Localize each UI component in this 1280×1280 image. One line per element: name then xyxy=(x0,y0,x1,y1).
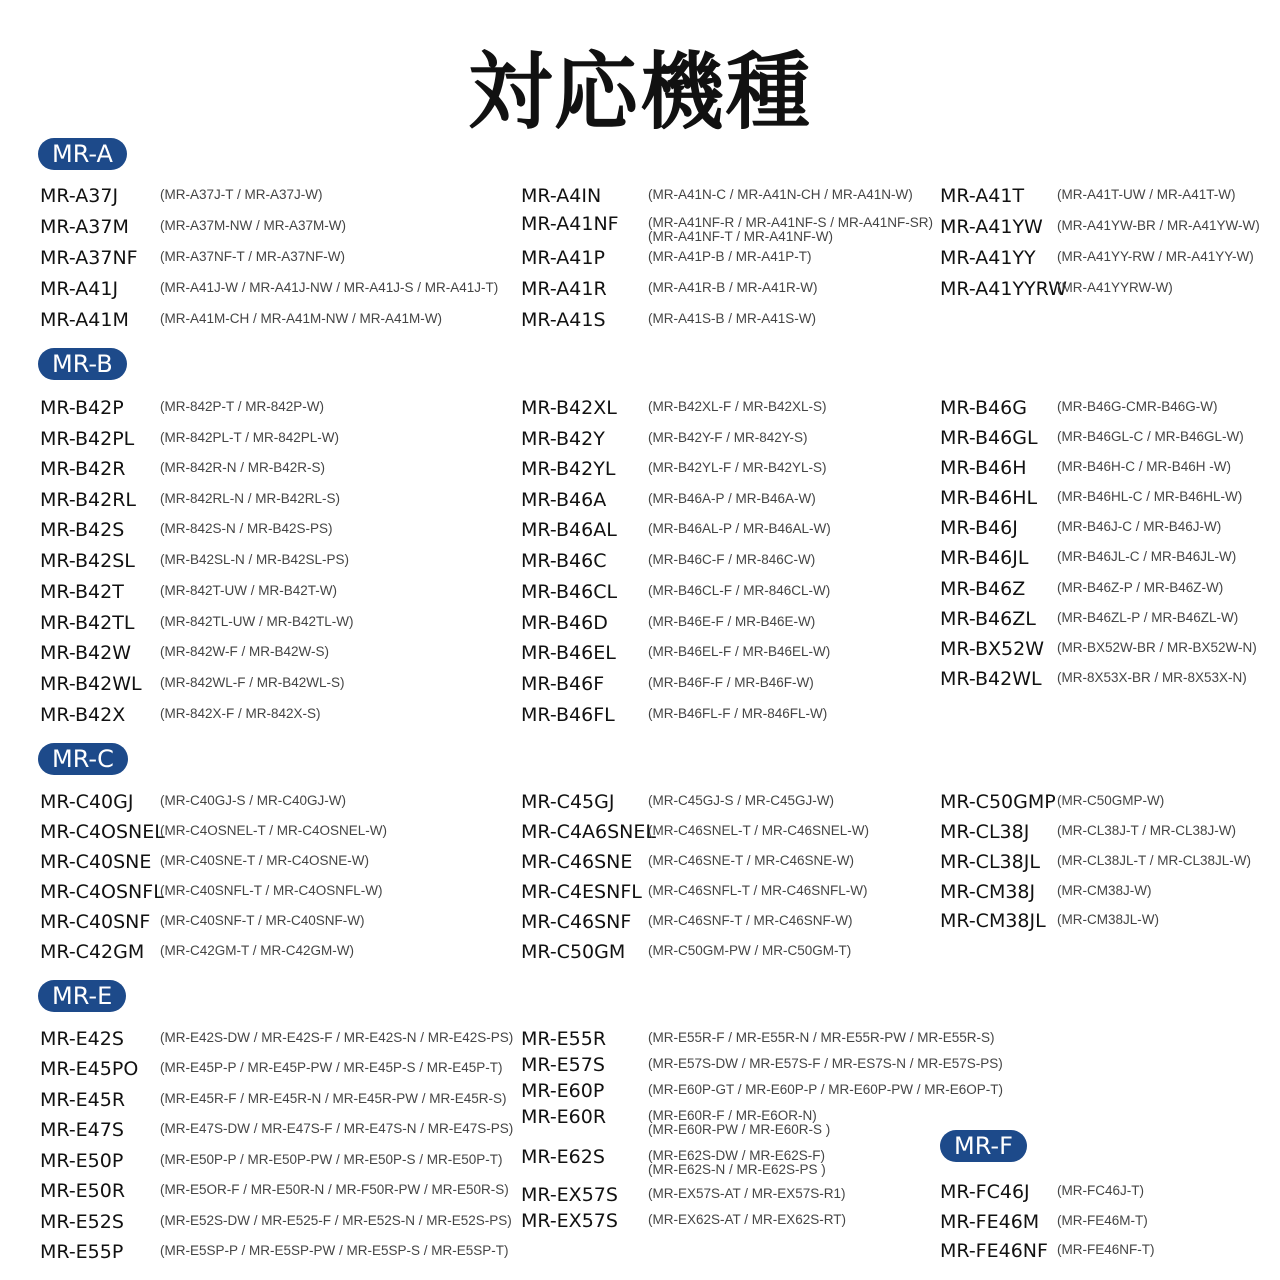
model-name: MR-A4IN xyxy=(521,185,602,207)
model-variants xyxy=(160,1031,513,1045)
variant-line: (MR-842P-T / MR-842P-W) xyxy=(160,399,325,414)
model-variants xyxy=(648,461,827,475)
variant-line: (MR-C42GM-T / MR-C42GM-W) xyxy=(160,943,354,958)
variant-line: (MR-B46Z-P / MR-B46Z-W) xyxy=(1057,580,1224,595)
model-variants xyxy=(648,250,812,264)
variant-line: (MR-CM38J-W) xyxy=(1057,883,1152,898)
model-variants xyxy=(648,281,818,295)
variant-line: (MR-A41R-B / MR-A41R-W) xyxy=(648,280,818,295)
model-name: MR-B42Y xyxy=(521,428,605,450)
model-name: MR-B46ZL xyxy=(940,608,1036,630)
model-name: MR-B42R xyxy=(40,458,126,480)
model-variants xyxy=(1057,854,1251,868)
variant-line: (MR-A37J-T / MR-A37J-W) xyxy=(160,187,323,202)
model-variants xyxy=(160,884,383,898)
model-variants xyxy=(648,1031,995,1045)
model-variants xyxy=(1057,550,1236,564)
model-variants xyxy=(1057,188,1236,202)
variant-line: (MR-E42S-DW / MR-E42S-F / MR-E42S-N / MR-E42S-PS) xyxy=(160,1030,514,1045)
variant-line: (MR-A41M-CH / MR-A41M-NW / MR-A41M-W) xyxy=(160,311,442,326)
variant-line: (MR-842T-UW / MR-B42T-W) xyxy=(160,583,337,598)
variant-line: (MR-B46C-F / MR-846C-W) xyxy=(648,552,816,567)
model-name: MR-B46HL xyxy=(940,487,1038,509)
variant-line: (MR-842WL-F / MR-B42WL-S) xyxy=(160,675,345,690)
model-name: MR-E52S xyxy=(40,1211,124,1233)
model-variants xyxy=(1057,913,1159,927)
model-name: MR-A41YY xyxy=(940,247,1036,269)
model-variants xyxy=(648,1057,1003,1071)
model-name: MR-B46Z xyxy=(940,578,1026,600)
variant-line: (MR-A41YYRW-W) xyxy=(1057,280,1173,295)
variant-line: (MR-C46SNE-T / MR-C46SNE-W) xyxy=(648,853,855,868)
model-variants xyxy=(160,522,333,536)
model-variants xyxy=(160,281,498,295)
variant-line: (MR-B42Y-F / MR-842Y-S) xyxy=(648,430,808,445)
model-variants xyxy=(1057,281,1173,295)
variant-line: (MR-E45R-F / MR-E45R-N / MR-E45R-PW / MR-E45R-S) xyxy=(160,1091,507,1106)
model-variants xyxy=(648,824,869,838)
variant-line: (MR-B42XL-F / MR-B42XL-S) xyxy=(648,399,827,414)
variant-line: (MR-B42SL-N / MR-B42SL-PS) xyxy=(160,552,350,567)
series-badge-mr-a: MR-A xyxy=(38,138,127,170)
series-badge-mr-f: MR-F xyxy=(940,1130,1027,1162)
variant-line: (MR-CL38JL-T / MR-CL38JL-W) xyxy=(1057,853,1252,868)
model-name: MR-C4ESNFL xyxy=(521,881,642,903)
model-name: MR-B42WL xyxy=(940,668,1042,690)
model-name: MR-B42PL xyxy=(40,428,135,450)
variant-line: (MR-C50GMP-W) xyxy=(1057,793,1165,808)
model-variants xyxy=(160,854,369,868)
model-name: MR-A37NF xyxy=(40,247,138,269)
variant-line: (MR-FE46NF-T) xyxy=(1057,1242,1155,1257)
variant-line: (MR-B46EL-F / MR-B46EL-W) xyxy=(648,644,831,659)
model-name: MR-E57S xyxy=(521,1054,605,1076)
model-name: MR-C40SNF xyxy=(40,911,151,933)
variant-line: (MR-A41P-B / MR-A41P-T) xyxy=(648,249,812,264)
model-name: MR-B42TL xyxy=(40,612,135,634)
model-name: MR-C46SNE xyxy=(521,851,633,873)
model-variants xyxy=(160,676,345,690)
model-name: MR-B46CL xyxy=(521,581,618,603)
series-badge-mr-b: MR-B xyxy=(38,348,127,380)
model-variants xyxy=(1057,460,1231,474)
variant-line: (MR-B46E-F / MR-B46E-W) xyxy=(648,614,816,629)
model-name: MR-B46C xyxy=(521,550,607,572)
model-variants xyxy=(648,312,816,326)
model-variants xyxy=(648,492,816,506)
model-name: MR-B46GL xyxy=(940,427,1038,449)
model-variants xyxy=(648,884,868,898)
variant-line: (MR-E57S-DW / MR-E57S-F / MR-ES7S-N / MR-E57S-PS) xyxy=(648,1056,1003,1071)
model-name: MR-B42XL xyxy=(521,397,617,419)
variant-line: (MR-FE46M-T) xyxy=(1057,1213,1148,1228)
model-name: MR-B46FL xyxy=(521,704,615,726)
model-variants xyxy=(1057,1184,1144,1198)
variant-line: (MR-842PL-T / MR-842PL-W) xyxy=(160,430,340,445)
model-name: MR-E62S xyxy=(521,1146,605,1168)
model-name: MR-A41R xyxy=(521,278,607,300)
variant-line: (MR-E60R-PW / MR-E60R-S ) xyxy=(648,1122,831,1137)
variant-line: (MR-B46AL-P / MR-B46AL-W) xyxy=(648,521,831,536)
variant-line: (MR-E47S-DW / MR-E47S-F / MR-E47S-N / MR-E47S-PS) xyxy=(160,1121,514,1136)
variant-line: (MR-E5SP-P / MR-E5SP-PW / MR-E5SP-S / MR-E5SP-T) xyxy=(160,1243,509,1258)
variant-line: (MR-A41NF-T / MR-A41NF-W) xyxy=(648,229,833,244)
model-name: MR-A37M xyxy=(40,216,129,238)
model-name: MR-B42SL xyxy=(40,550,135,572)
model-name: MR-C45GJ xyxy=(521,791,615,813)
model-variants xyxy=(1057,430,1244,444)
model-variants xyxy=(160,1122,513,1136)
variant-line: (MR-C40GJ-S / MR-C40GJ-W) xyxy=(160,793,346,808)
variant-line: (MR-C40SNF-T / MR-C40SNF-W) xyxy=(160,913,365,928)
variant-line: (MR-8X53X-BR / MR-8X53X-N) xyxy=(1057,670,1247,685)
model-name: MR-A37J xyxy=(40,185,119,207)
model-variants xyxy=(648,400,827,414)
variant-line: (MR-842W-F / MR-B42W-S) xyxy=(160,644,330,659)
model-name: MR-B46AL xyxy=(521,519,617,541)
model-variants xyxy=(160,188,323,202)
model-name: MR-A41T xyxy=(940,185,1025,207)
variant-line: (MR-C45GJ-S / MR-C45GJ-W) xyxy=(648,793,834,808)
model-name: MR-A41M xyxy=(40,309,129,331)
model-variants xyxy=(160,1183,509,1197)
variant-line: (MR-C40SNE-T / MR-C4OSNE-W) xyxy=(160,853,369,868)
model-name: MR-C42GM xyxy=(40,941,145,963)
model-variants xyxy=(648,1149,826,1177)
model-variants xyxy=(648,615,815,629)
model-variants xyxy=(160,707,321,721)
model-name: MR-C46SNF xyxy=(521,911,632,933)
model-name: MR-E60P xyxy=(521,1080,605,1102)
model-variants xyxy=(1057,794,1164,808)
variant-line: (MR-B46ZL-P / MR-B46ZL-W) xyxy=(1057,610,1239,625)
model-name: MR-B46G xyxy=(940,397,1027,419)
series-badge-mr-e: MR-E xyxy=(38,980,126,1012)
model-name: MR-B46JL xyxy=(940,547,1029,569)
model-variants xyxy=(160,553,349,567)
model-name: MR-E55R xyxy=(521,1028,607,1050)
model-variants xyxy=(1057,520,1221,534)
variant-line: (MR-842RL-N / MR-B42RL-S) xyxy=(160,491,341,506)
variant-line: (MR-EX62S-AT / MR-EX62S-RT) xyxy=(648,1212,847,1227)
model-name: MR-A41YW xyxy=(940,216,1043,238)
model-variants xyxy=(160,1153,503,1167)
model-name: MR-E42S xyxy=(40,1028,124,1050)
model-variants xyxy=(160,584,337,598)
model-variants xyxy=(1057,581,1223,595)
model-name: MR-B42YL xyxy=(521,458,616,480)
variant-line: (MR-842X-F / MR-842X-S) xyxy=(160,706,321,721)
model-variants xyxy=(160,492,340,506)
model-name: MR-A41S xyxy=(521,309,606,331)
model-variants xyxy=(648,794,834,808)
model-variants xyxy=(648,854,854,868)
variant-line: (MR-A41S-B / MR-A41S-W) xyxy=(648,311,817,326)
model-variants xyxy=(160,1061,503,1075)
model-variants xyxy=(1057,219,1260,233)
model-variants xyxy=(1057,1243,1155,1257)
variant-line: (MR-A41J-W / MR-A41J-NW / MR-A41J-S / MR-A41J-T) xyxy=(160,280,499,295)
variant-line: (MR-E45P-P / MR-E45P-PW / MR-E45P-S / MR-E45P-T) xyxy=(160,1060,503,1075)
variant-line: (MR-B42YL-F / MR-B42YL-S) xyxy=(648,460,827,475)
variant-line: (MR-CL38J-T / MR-CL38J-W) xyxy=(1057,823,1237,838)
model-variants xyxy=(648,1083,1003,1097)
model-name: MR-B46D xyxy=(521,612,608,634)
variant-line: (MR-842TL-UW / MR-B42TL-W) xyxy=(160,614,354,629)
model-variants xyxy=(648,522,831,536)
variant-line: (MR-A41YY-RW / MR-A41YY-W) xyxy=(1057,249,1254,264)
model-variants xyxy=(1057,824,1236,838)
model-name: MR-C4OSNFL xyxy=(40,881,164,903)
variant-line: (MR-B46HL-C / MR-B46HL-W) xyxy=(1057,489,1243,504)
model-variants xyxy=(160,431,339,445)
model-variants xyxy=(160,944,354,958)
model-name: MR-CM38JL xyxy=(940,910,1046,932)
series-badge-mr-c: MR-C xyxy=(38,743,128,775)
model-variants xyxy=(648,188,913,202)
variant-line: (MR-E60R-F / MR-E6OR-N) xyxy=(648,1108,817,1123)
model-name: MR-C4A6SNEL xyxy=(521,821,656,843)
variant-line: (MR-E60P-GT / MR-E60P-P / MR-E60P-PW / MR-E6OP-T) xyxy=(648,1082,1004,1097)
model-variants xyxy=(648,914,853,928)
model-name: MR-B42P xyxy=(40,397,124,419)
model-name: MR-B46J xyxy=(940,517,1018,539)
variant-line: (MR-BX52W-BR / MR-BX52W-N) xyxy=(1057,640,1257,655)
variant-line: (MR-C40SNFL-T / MR-C4OSNFL-W) xyxy=(160,883,383,898)
model-name: MR-C50GMP xyxy=(940,791,1056,813)
variant-line: (MR-E52S-DW / MR-E525-F / MR-E52S-N / MR-E52S-PS) xyxy=(160,1213,512,1228)
variant-line: (MR-B46H-C / MR-B46H -W) xyxy=(1057,459,1231,474)
model-variants xyxy=(648,584,830,598)
model-variants xyxy=(160,1244,509,1258)
model-variants xyxy=(1057,611,1238,625)
model-name: MR-C50GM xyxy=(521,941,626,963)
variant-line: (MR-A41NF-R / MR-A41NF-S / MR-A41NF-SR) xyxy=(648,215,934,230)
variant-line: (MR-C46SNEL-T / MR-C46SNEL-W) xyxy=(648,823,870,838)
variant-line: (MR-A41T-UW / MR-A41T-W) xyxy=(1057,187,1236,202)
model-name: MR-E55P xyxy=(40,1241,124,1263)
variant-line: (MR-C46SNF-T / MR-C46SNF-W) xyxy=(648,913,853,928)
model-variants xyxy=(160,914,365,928)
model-variants xyxy=(1057,884,1151,898)
model-variants xyxy=(648,707,827,721)
model-name: MR-E45R xyxy=(40,1089,126,1111)
model-name: MR-B42S xyxy=(40,519,125,541)
model-variants xyxy=(1057,250,1254,264)
model-variants xyxy=(648,216,933,244)
model-name: MR-E60R xyxy=(521,1106,607,1128)
model-variants xyxy=(160,1092,507,1106)
model-variants xyxy=(160,461,325,475)
variant-line: (MR-A37NF-T / MR-A37NF-W) xyxy=(160,249,345,264)
model-name: MR-A41P xyxy=(521,247,605,269)
model-variants xyxy=(160,1214,512,1228)
variant-line: (MR-E50P-P / MR-E50P-PW / MR-E50P-S / MR-E50P-T) xyxy=(160,1152,503,1167)
variant-line: (MR-B46GL-C / MR-B46GL-W) xyxy=(1057,429,1244,444)
model-variants xyxy=(160,824,387,838)
variant-line: (MR-E62S-DW / MR-E62S-F) xyxy=(648,1148,826,1163)
variant-line: (MR-B46A-P / MR-B46A-W) xyxy=(648,491,816,506)
model-name: MR-A41NF xyxy=(521,213,619,235)
model-name: MR-FE46NF xyxy=(940,1240,1048,1262)
model-name: MR-B46F xyxy=(521,673,605,695)
variant-line: (MR-C46SNFL-T / MR-C46SNFL-W) xyxy=(648,883,868,898)
model-variants xyxy=(160,219,346,233)
model-variants xyxy=(1057,641,1257,655)
model-variants xyxy=(160,645,329,659)
model-name: MR-C4OSNEL xyxy=(40,821,165,843)
variant-line: (MR-CM38JL-W) xyxy=(1057,912,1159,927)
model-name: MR-FC46J xyxy=(940,1181,1030,1203)
model-name: MR-B42RL xyxy=(40,489,137,511)
variant-line: (MR-B46FL-F / MR-846FL-W) xyxy=(648,706,828,721)
model-name: MR-E45PO xyxy=(40,1058,139,1080)
model-name: MR-A41J xyxy=(40,278,119,300)
model-variants xyxy=(648,553,815,567)
model-name: MR-B46A xyxy=(521,489,607,511)
variant-line: (MR-842S-N / MR-B42S-PS) xyxy=(160,521,333,536)
model-name: MR-B46H xyxy=(940,457,1027,479)
variant-line: (MR-EX57S-AT / MR-EX57S-R1) xyxy=(648,1186,846,1201)
variant-line: (MR-C4OSNEL-T / MR-C4OSNEL-W) xyxy=(160,823,388,838)
model-name: MR-EX57S xyxy=(521,1210,618,1232)
variant-line: (MR-B46G-CMR-B46G-W) xyxy=(1057,399,1218,414)
variant-line: (MR-E5OR-F / MR-E50R-N / MR-F50R-PW / MR-E50R-S) xyxy=(160,1182,509,1197)
model-variants xyxy=(160,400,324,414)
variant-line: (MR-E55R-F / MR-E55R-N / MR-E55R-PW / MR-E55R-S) xyxy=(648,1030,995,1045)
model-variants xyxy=(648,645,830,659)
model-variants xyxy=(160,615,354,629)
model-name: MR-CL38JL xyxy=(940,851,1040,873)
model-name: MR-CL38J xyxy=(940,821,1030,843)
model-name: MR-E47S xyxy=(40,1119,124,1141)
model-name: MR-B42T xyxy=(40,581,124,603)
model-variants xyxy=(648,1109,830,1137)
model-name: MR-A41YYRW xyxy=(940,278,1067,300)
model-name: MR-C40GJ xyxy=(40,791,134,813)
model-name: MR-E50P xyxy=(40,1150,124,1172)
model-variants xyxy=(1057,490,1242,504)
model-name: MR-E50R xyxy=(40,1180,126,1202)
variant-line: (MR-C50GM-PW / MR-C50GM-T) xyxy=(648,943,852,958)
variant-line: (MR-B46CL-F / MR-846CL-W) xyxy=(648,583,831,598)
model-variants xyxy=(648,431,808,445)
model-variants xyxy=(160,250,345,264)
variant-line: (MR-E62S-N / MR-E62S-PS ) xyxy=(648,1162,826,1177)
model-variants xyxy=(160,312,442,326)
model-variants xyxy=(160,794,346,808)
variant-line: (MR-A41N-C / MR-A41N-CH / MR-A41N-W) xyxy=(648,187,913,202)
variant-line: (MR-B46F-F / MR-B46F-W) xyxy=(648,675,814,690)
model-variants xyxy=(648,1213,846,1227)
model-variants xyxy=(648,1187,846,1201)
model-name: MR-B46EL xyxy=(521,642,616,664)
model-variants xyxy=(648,676,814,690)
model-name: MR-CM38J xyxy=(940,881,1036,903)
model-name: MR-FE46M xyxy=(940,1211,1040,1233)
variant-line: (MR-842R-N / MR-B42R-S) xyxy=(160,460,326,475)
variant-line: (MR-A37M-NW / MR-A37M-W) xyxy=(160,218,346,233)
model-name: MR-B42WL xyxy=(40,673,142,695)
variant-line: (MR-A41YW-BR / MR-A41YW-W) xyxy=(1057,218,1260,233)
model-name: MR-EX57S xyxy=(521,1184,618,1206)
variant-line: (MR-FC46J-T) xyxy=(1057,1183,1144,1198)
model-variants xyxy=(1057,671,1247,685)
variant-line: (MR-B46J-C / MR-B46J-W) xyxy=(1057,519,1222,534)
model-variants xyxy=(1057,1214,1148,1228)
model-name: MR-C40SNE xyxy=(40,851,152,873)
model-name: MR-B42W xyxy=(40,642,132,664)
model-name: MR-BX52W xyxy=(940,638,1045,660)
model-variants xyxy=(648,944,851,958)
model-variants xyxy=(1057,400,1218,414)
page-title: 対応機種 xyxy=(467,43,812,141)
variant-line: (MR-B46JL-C / MR-B46JL-W) xyxy=(1057,549,1237,564)
model-name: MR-B42X xyxy=(40,704,126,726)
